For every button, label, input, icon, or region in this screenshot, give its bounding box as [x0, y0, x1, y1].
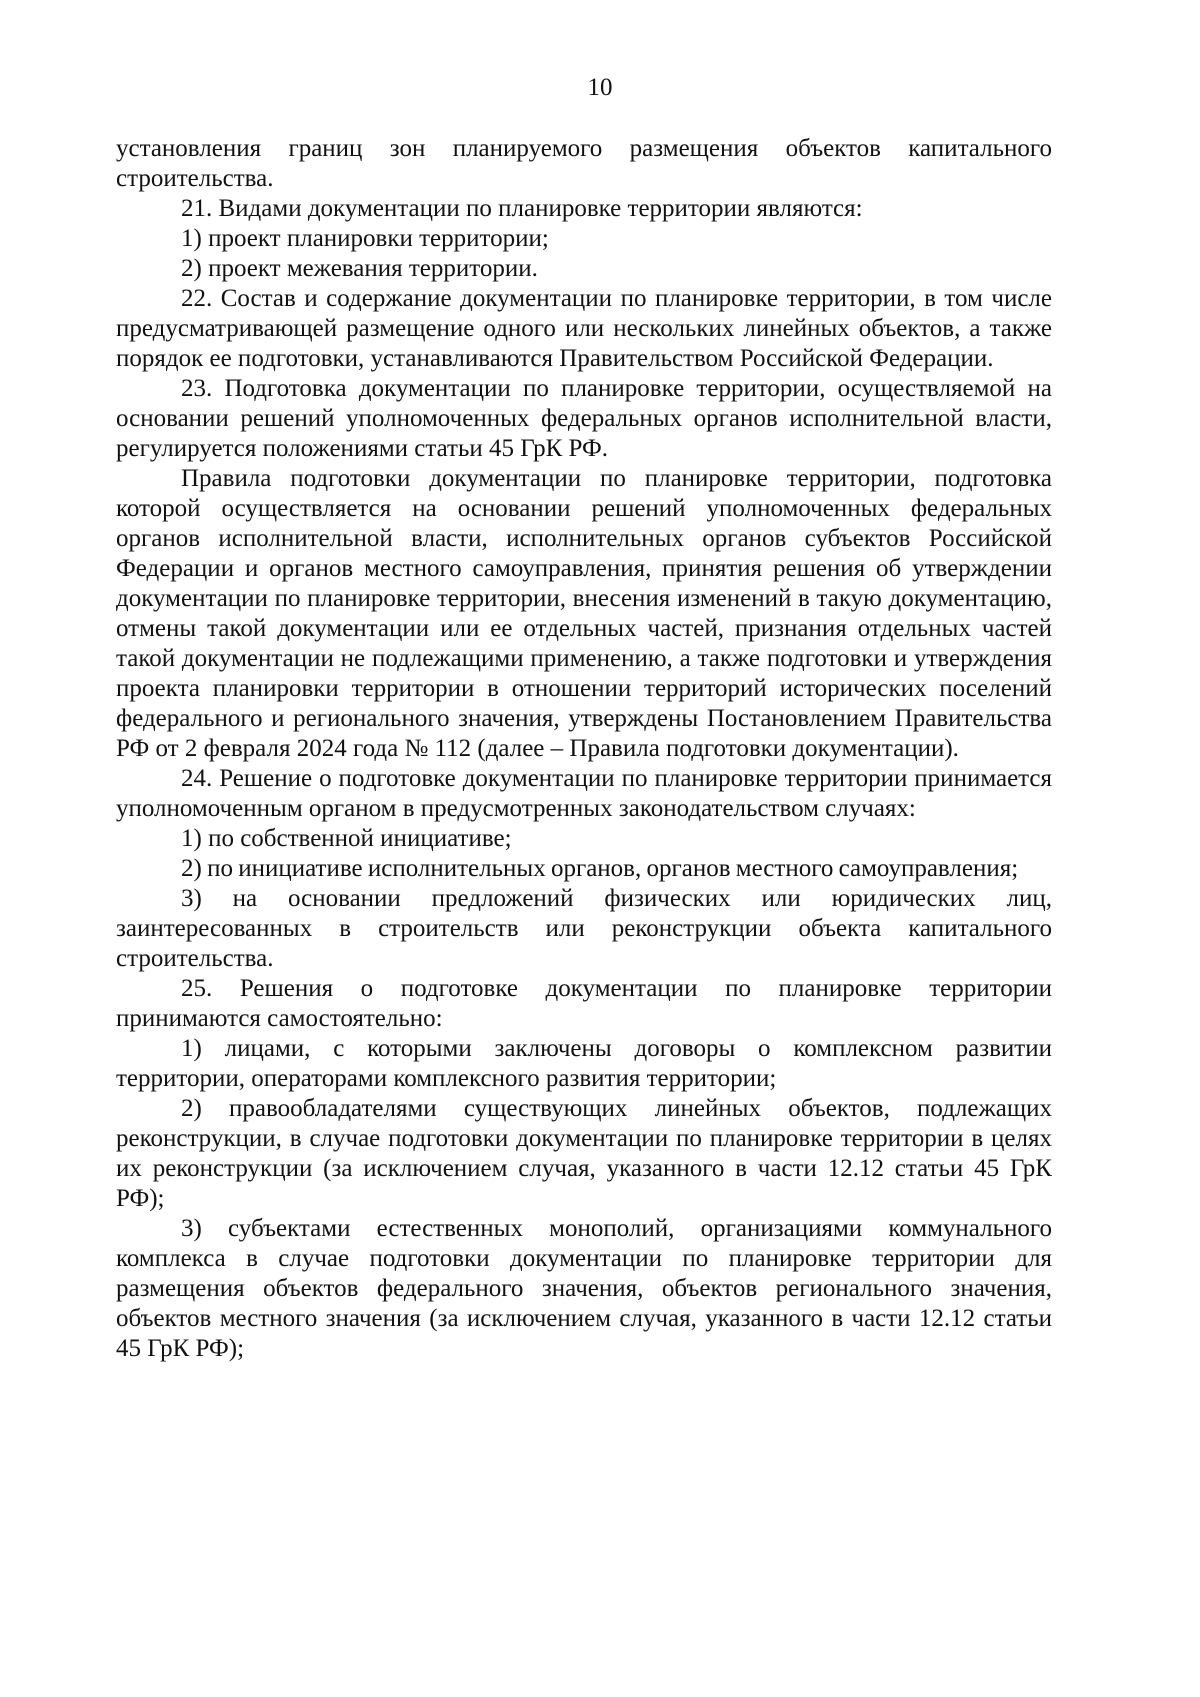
- clause-24-item-2: 2) по инициативе исполнительных органов, органов местного самоуправления;: [181, 855, 1019, 882]
- document-body: [116, 134, 1052, 1364]
- clause-23: 23. Подготовка документации по планировке территории, осуществляемой на основании решений уполномоченных федеральных органов исполнительной власти, регулируется положениями статьи 45 ГрК РФ.: [116, 375, 1052, 462]
- clause-22: 22. Состав и содержание документации по планировке территории, в том числе предусматривающей размещение одного или нескольких линейных объектов, а также порядок ее подготовки, устанавливаются Правительством Российской Федерации.: [116, 285, 1052, 372]
- paragraph-continuation: установления границ зон планируемого размещения объектов капитального строительства.: [116, 135, 1052, 192]
- clause-21-item-2: 2) проект межевания территории.: [181, 255, 538, 282]
- clause-21-item-1: 1) проект планировки территории;: [181, 225, 549, 252]
- clause-21: 21. Видами документации по планировке территории являются:: [181, 195, 863, 222]
- clause-24-item-3: 3) на основании предложений физических или юридических лиц, заинтересованных в строительств или реконструкции объекта капитального строительства.: [116, 885, 1052, 972]
- clause-25-item-2: 2) правообладателями существующих линейных объектов, подлежащих реконструкции, в случае подготовки документации по планировке территории в целях их реконструкции (за исключением случая, указанного в части 12.12 статьи 45 ГрК РФ);: [116, 1095, 1052, 1212]
- clause-23-rules-paragraph: Правила подготовки документации по планировке территории, подготовка которой осуществляется на основании решений уполномоченных федеральных органов исполнительной власти, исполнительных органов субъектов Российской Федерации и органов местного самоуправления, принятия решения об утверждении документации по планировке территории, внесения изменений в такую документацию, отмены такой документации или ее отдельных частей, признания отдельных частей такой документации не подлежащими применению, а также подготовки и утверждения проекта планировки территории в отношении территорий исторических поселений федерального и регионального значения, утверждены Постановлением Правительства РФ от 2 февраля 2024 года № 112 (далее – Правила подготовки документации).: [116, 465, 1052, 762]
- clause-24: 24. Решение о подготовке документации по планировке территории принимается уполномоченным органом в предусмотренных законодательством случаях:: [116, 765, 1052, 822]
- clause-25-item-1: 1) лицами, с которыми заключены договоры о комплексном развитии территории, операторами комплексного развития территории;: [116, 1035, 1052, 1092]
- clause-25: 25. Решения о подготовке документации по планировке территории принимаются самостоятельно:: [116, 975, 1052, 1032]
- page-number: 10: [587, 74, 613, 101]
- clause-24-item-1: 1) по собственной инициативе;: [181, 825, 512, 852]
- clause-25-item-3: 3) субъектами естественных монополий, организациями коммунального комплекса в случае подготовки документации по планировке территории для размещения объектов федерального значения, объектов регионального значения, объектов местного значения (за исключением случая, указанного в части 12.12 статьи 45 ГрК РФ);: [116, 1215, 1052, 1362]
